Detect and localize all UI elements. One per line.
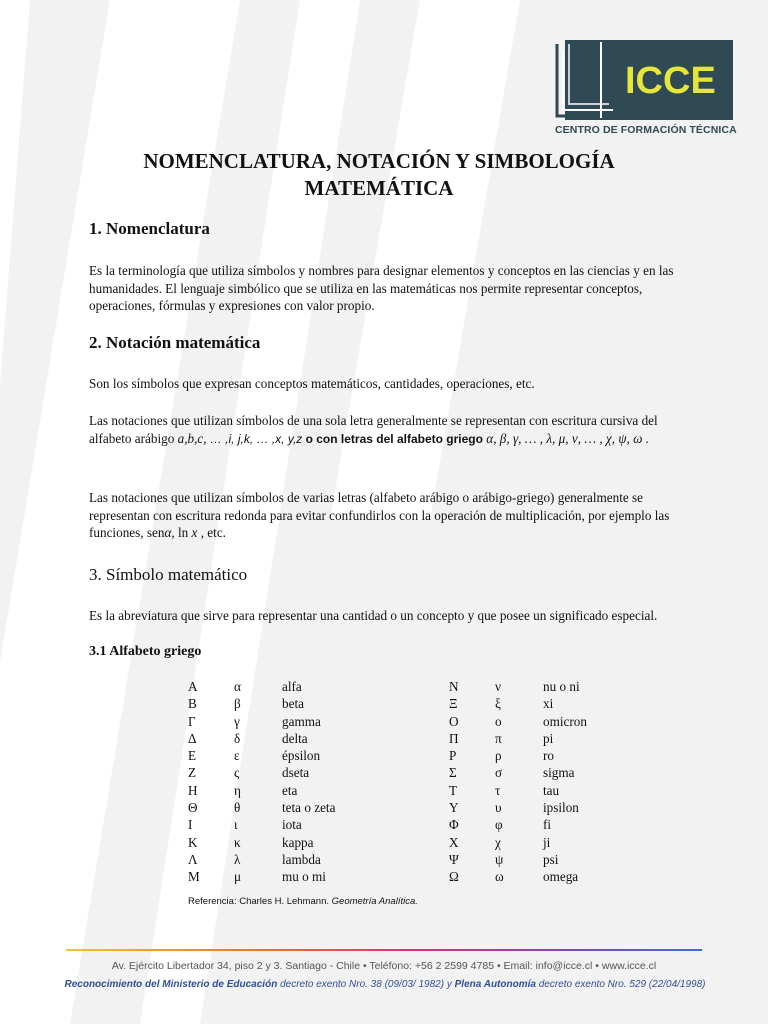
greek-letter-row xyxy=(449,782,683,799)
greek-letter-row xyxy=(449,695,683,712)
greek-letter-row xyxy=(188,782,422,799)
p3-ln: , ln xyxy=(171,525,192,540)
greek-letter-name: xi xyxy=(543,696,554,712)
greek-lowercase: γ xyxy=(234,713,240,729)
greek-uppercase: M xyxy=(188,869,200,885)
greek-uppercase: Ω xyxy=(449,869,459,885)
greek-lowercase: η xyxy=(234,782,241,798)
greek-letter-name: gamma xyxy=(282,713,321,729)
p3-alpha: α xyxy=(164,525,172,540)
greek-lowercase: ψ xyxy=(495,851,504,867)
greek-uppercase: Δ xyxy=(188,730,197,746)
greek-letter-row xyxy=(188,713,422,730)
logo-tagline: CENTRO DE FORMACIÓN TÉCNICA xyxy=(555,124,737,136)
greek-uppercase: Φ xyxy=(449,817,459,833)
greek-uppercase: Γ xyxy=(188,713,196,729)
greek-lowercase: δ xyxy=(234,730,241,746)
greek-lowercase: φ xyxy=(495,817,503,833)
greek-letter-row xyxy=(449,747,683,764)
greek-letter-row xyxy=(188,764,422,781)
section-1-heading: 1. Nomenclatura xyxy=(89,219,210,238)
footer-rec-3: Plena Autonomía xyxy=(454,979,536,990)
greek-letter-name: teta o zeta xyxy=(282,800,336,816)
greek-letter-name: beta xyxy=(282,696,304,712)
greek-letter-name: eta xyxy=(282,782,298,798)
section-2-paragraph-3 xyxy=(89,489,681,542)
greek-uppercase: A xyxy=(188,679,198,694)
logo-badge xyxy=(553,40,733,120)
greek-letter-row xyxy=(449,834,683,851)
greek-lowercase: ς xyxy=(234,765,240,781)
title-line-1: NOMENCLATURA, NOTACIÓN Y SIMBOLOGÍA xyxy=(143,149,615,173)
greek-letter-name: kappa xyxy=(282,834,314,850)
greek-lowercase: θ xyxy=(234,800,241,816)
greek-uppercase: Ψ xyxy=(449,851,459,867)
greek-letter-row xyxy=(449,799,683,816)
p3-text: Las notaciones que utilizan símbolos de varias letras (alfabeto arábigo o arábigo-griego) generalmente se representan con escritura redonda para evitar confundirlos con la operación de multiplicación, por ejemplo las funciones, sen xyxy=(89,490,670,540)
greek-letter-row xyxy=(449,764,683,781)
greek-uppercase: T xyxy=(449,782,458,798)
greek-letter-name: fi xyxy=(543,817,552,833)
footer-rec-4: decreto exento Nro. 529 (22/04/1998) xyxy=(535,979,706,990)
greek-uppercase: E xyxy=(188,748,197,764)
greek-uppercase: Σ xyxy=(449,765,457,781)
greek-letter-row xyxy=(188,678,422,695)
greek-uppercase: I xyxy=(188,817,193,833)
footer-rec-1: Reconocimiento del Ministerio de Educación xyxy=(64,979,278,990)
greek-letter-row xyxy=(188,816,422,833)
greek-lowercase: μ xyxy=(234,869,242,885)
greek-letter-row xyxy=(188,747,422,764)
greek-uppercase: P xyxy=(449,748,457,764)
title-line-2: MATEMÁTICA xyxy=(304,176,454,200)
greek-uppercase: Ξ xyxy=(449,696,458,712)
greek-letter-name: delta xyxy=(282,730,308,746)
greek-lowercase: ξ xyxy=(495,696,501,712)
icce-logo xyxy=(553,40,737,140)
greek-letter-name: mu o mi xyxy=(282,869,326,885)
section-1-body: Es la terminología que utiliza símbolos y nombres para designar elementos y conceptos en las ciencias y en las humanidades. El lenguaje simbólico que se utiliza en las matemáticas nos permite representar conceptos, operaciones, fórmulas y expresiones con valor propio. xyxy=(89,263,674,313)
greek-letter-name: ro xyxy=(543,748,554,764)
section-3-1-heading: 3.1 Alfabeto griego xyxy=(89,644,202,659)
section-2-paragraph-1: Son los símbolos que expresan conceptos matemáticos, cantidades, operaciones, etc. xyxy=(89,376,535,391)
greek-lowercase: κ xyxy=(234,834,241,850)
greek-lowercase: ρ xyxy=(495,748,502,764)
greek-letter-row xyxy=(188,799,422,816)
greek-letter-name: dseta xyxy=(282,765,310,781)
greek-lowercase: β xyxy=(234,696,241,712)
greek-letter-row xyxy=(449,678,683,695)
p2-latin-letters: a,b,c, xyxy=(177,430,207,446)
reference-title: Geometría Analítica. xyxy=(331,896,418,907)
greek-lowercase: ε xyxy=(234,748,240,764)
greek-letter-row xyxy=(188,851,422,868)
p2-bold-label: o con letras del alfabeto griego xyxy=(305,431,483,446)
greek-lowercase: υ xyxy=(495,800,502,816)
greek-uppercase: O xyxy=(449,713,459,729)
footer-recognition xyxy=(60,979,710,990)
greek-letter-name: pi xyxy=(543,730,554,746)
greek-lowercase: π xyxy=(495,730,502,746)
greek-lowercase: σ xyxy=(495,765,503,781)
greek-lowercase: ν xyxy=(495,679,501,694)
greek-lowercase: τ xyxy=(495,782,501,798)
greek-letter-name: épsilon xyxy=(282,748,321,764)
greek-letter-name: sigma xyxy=(543,765,575,781)
greek-uppercase: Λ xyxy=(188,851,198,867)
greek-letter-row xyxy=(188,834,422,851)
greek-uppercase: Z xyxy=(188,765,197,781)
greek-uppercase: Y xyxy=(449,800,459,816)
reference-note xyxy=(188,896,418,907)
greek-letter-name: ipsilon xyxy=(543,800,579,816)
greek-letter-name: tau xyxy=(543,782,560,798)
greek-letter-row xyxy=(449,816,683,833)
section-3-body: Es la abreviatura que sirve para representar una cantidad o un concepto y que posee un significado especial. xyxy=(89,608,658,623)
greek-uppercase: B xyxy=(188,696,197,712)
greek-uppercase: X xyxy=(449,834,459,850)
p3-x: x xyxy=(191,525,198,540)
p2-letter-sequence: … ,i, j,k, … ,x, y,z xyxy=(209,431,303,446)
greek-letter-name: alfa xyxy=(282,679,302,694)
greek-uppercase: K xyxy=(188,834,198,850)
p2-greek-letters: α, β, γ, … , λ, μ, ν, … , χ, ψ, ω . xyxy=(486,430,650,446)
greek-letter-row xyxy=(188,730,422,747)
greek-letter-row xyxy=(449,868,683,885)
greek-letter-row xyxy=(449,730,683,747)
greek-lowercase: ι xyxy=(234,817,238,833)
logo-wordmark: ICCE xyxy=(625,60,716,102)
section-2-paragraph-2 xyxy=(89,412,681,448)
footer-divider xyxy=(66,949,702,951)
greek-letter-row xyxy=(188,695,422,712)
greek-letter-name: nu o ni xyxy=(543,679,580,694)
greek-letter-name: iota xyxy=(282,817,302,833)
section-3-heading: 3. Símbolo matemático xyxy=(89,565,248,584)
footer-rec-2: decreto exento Nro. 38 (09/03/ 1982) y xyxy=(277,979,455,990)
footer-address: Av. Ejército Libertador 34, piso 2 y 3. Santiago - Chile • Teléfono: +56 2 2599 4785 • Email: info@icce.cl • www.icce.cl xyxy=(111,960,657,972)
greek-lowercase: χ xyxy=(495,834,501,850)
section-2-heading: 2. Notación matemática xyxy=(89,333,261,352)
greek-alphabet-table-right xyxy=(449,678,683,886)
greek-letter-row xyxy=(449,851,683,868)
greek-uppercase: Π xyxy=(449,730,459,746)
p3-end: , etc. xyxy=(197,525,226,540)
greek-letter-name: lambda xyxy=(282,851,321,867)
greek-lowercase: ω xyxy=(495,869,504,885)
greek-letter-name: psi xyxy=(543,851,559,867)
greek-lowercase: λ xyxy=(234,851,241,867)
page-title xyxy=(90,148,668,202)
greek-lowercase: ο xyxy=(495,713,502,729)
greek-letter-name: omicron xyxy=(543,713,587,729)
p2-bold-text xyxy=(306,432,483,446)
greek-uppercase: N xyxy=(449,679,459,694)
reference-prefix: Referencia: Charles H. Lehmann. xyxy=(188,896,332,907)
greek-lowercase: α xyxy=(234,679,241,694)
greek-uppercase: H xyxy=(188,782,198,798)
p2-text: Las notaciones que utilizan símbolos de una sola letra generalmente se representan con escritura cursiva del alfabeto arábigo xyxy=(89,413,658,446)
greek-letter-name: ji xyxy=(543,834,551,850)
greek-letter-row xyxy=(188,868,422,885)
greek-uppercase: Θ xyxy=(188,800,198,816)
greek-alphabet-table-left xyxy=(188,678,422,886)
greek-letter-row xyxy=(449,713,683,730)
greek-letter-name: omega xyxy=(543,869,579,885)
